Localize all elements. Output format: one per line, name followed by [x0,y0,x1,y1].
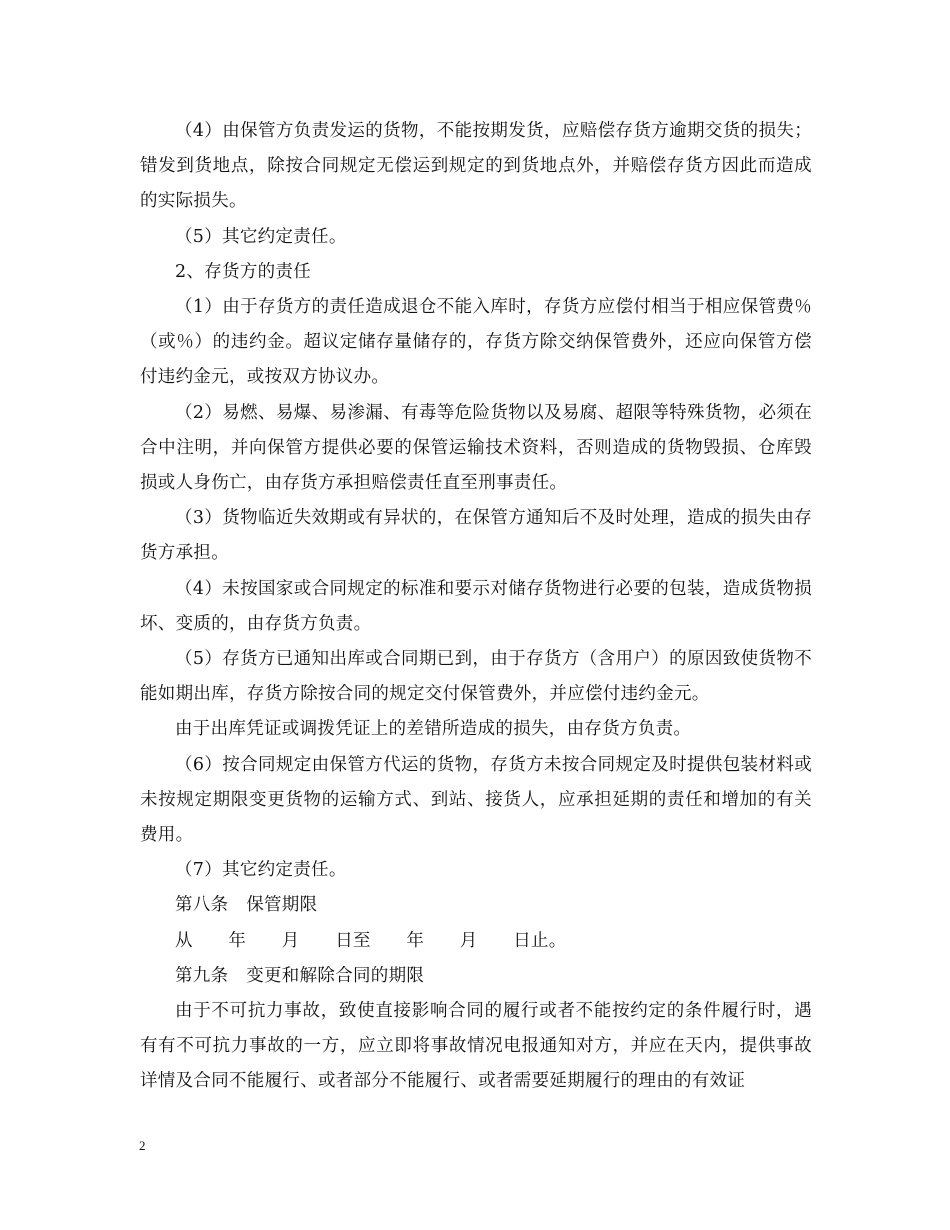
paragraph-depositor-item-6: （6）按合同规定由保管方代运的货物，存货方未按合同规定及时提供包装材料或未按规定期限变更货物的运输方式、到站、接货人，应承担延期的责任和增加的有关费用。 [140,754,812,846]
document-body [140,114,812,1100]
paragraph-force-majeure: 由于不可抗力事故，致使直接影响合同的履行或者不能按约定的条件履行时，遇有有不可抗力事故的一方，应立即将事故情况电报通知对方，并应在天内，提供事故详情及合同不能履行、或者部分不能履行、或者需要延期履行的理由的有效证 [140,1001,812,1092]
paragraph-depositor-item-3: （3）货物临近失效期或有异状的，在保管方通知后不及时处理，造成的损失由存货方承担。 [140,508,812,564]
paragraph-voucher-error: 由于出库凭证或调拨凭证上的差错所造成的损失，由存货方负责。 [175,719,692,740]
paragraph-depositor-item-4: （4）未按国家或合同规定的标准和要示对储存货物进行必要的包装，造成货物损坏、变质的，由存货方负责。 [140,578,812,634]
paragraph-depositor-item-7: （7）其它约定责任。 [175,860,347,881]
paragraph-depositor-item-5: （5）存货方已通知出库或合同期已到，由于存货方（含用户）的原因致使货物不能如期出库，存货方除按合同的规定交付保管费外，并应偿付违约金元。 [140,649,812,705]
section-heading-depositor-liability: 2、存货方的责任 [175,261,312,282]
article-9-heading: 第九条 变更和解除合同的期限 [175,965,425,986]
paragraph-depositor-item-2: （2）易燃、易爆、易渗漏、有毒等危险货物以及易腐、超限等特殊货物，必须在合中注明，并向保管方提供必要的保管运输技术资料，否则造成的货物毁损、仓库毁损或人身伤亡，由存货方承担赔偿责任直至刑事责任。 [140,402,812,494]
paragraph-keeper-shipping-liability: （4）由保管方负责发运的货物，不能按期发货，应赔偿存货方逾期交货的损失；错发到货地点，除按合同规定无偿运到规定的到货地点外，并赔偿存货方因此而造成的实际损失。 [140,121,812,212]
storage-period-line: 从 年 月 日至 年 月 日止。 [175,930,567,951]
article-8-heading: 第八条 保管期限 [175,895,318,916]
paragraph-keeper-other-liability: （5）其它约定责任。 [175,226,347,247]
page-number: 2 [139,1138,146,1153]
paragraph-depositor-item-1: （1）由于存货方的责任造成退仓不能入库时，存货方应偿付相当于相应保管费％（或％）的违约金。超议定储存量储存的，存货方除交纳保管费外，还应向保管方偿付违约金元，或按双方协议办。 [140,297,812,388]
